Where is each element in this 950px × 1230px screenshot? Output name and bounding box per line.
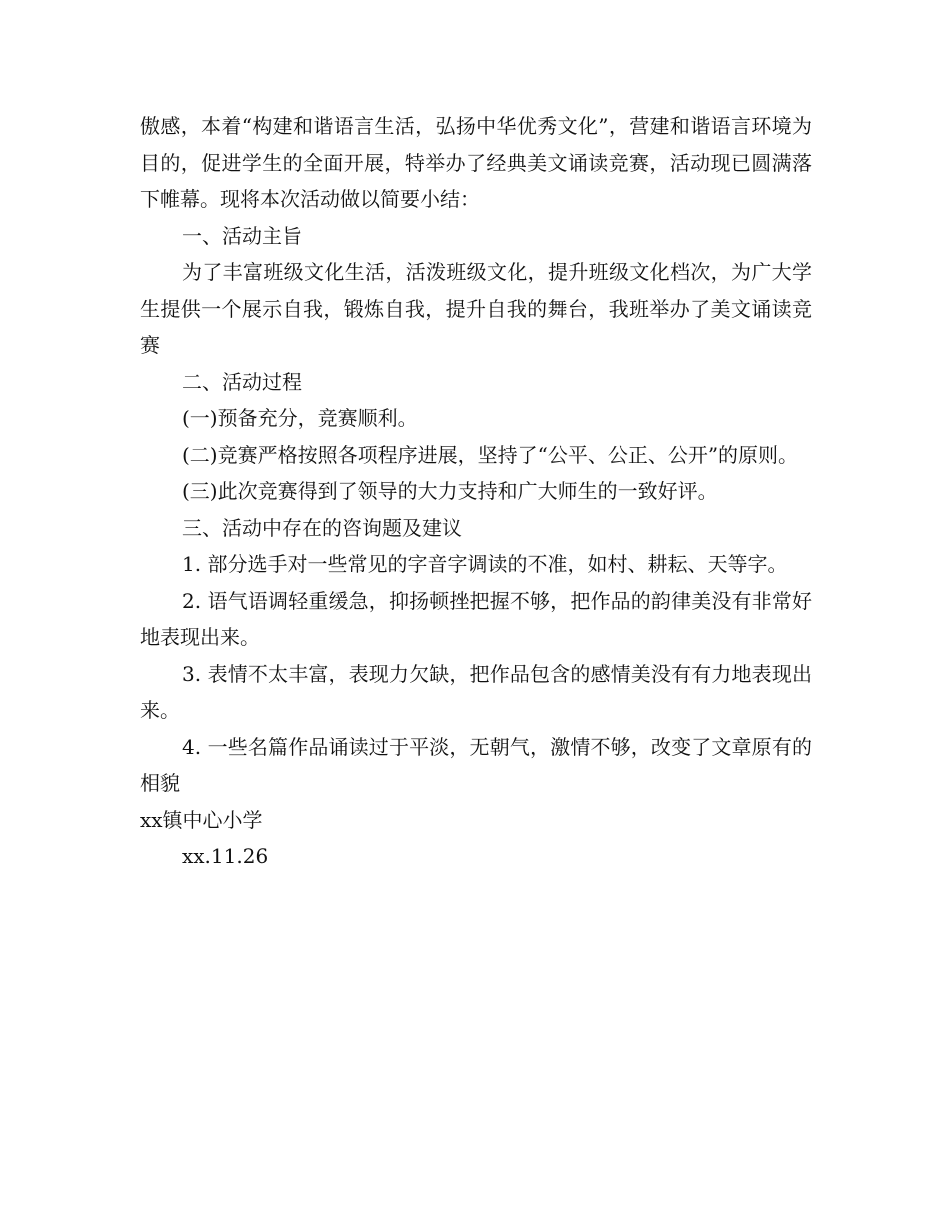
- paragraph-purpose: 为了丰富班级文化生活，活泼班级文化，提升班级文化档次，为广大学生提供一个展示自我，锻炼自我，提升自我的舞台，我班举办了美文诵读竞赛: [140, 260, 812, 357]
- section-heading-1: 一、活动主旨: [182, 223, 302, 248]
- document-body: [140, 108, 812, 875]
- issue-item-2: 2. 语气语调轻重缓急，抑扬顿挫把握不够，把作品的韵律美没有非常好地表现出来。: [140, 588, 812, 649]
- paragraph-intro: 傲感，本着“构建和谐语言生活，弘扬中华优秀文化”，营建和谐语言环境为目的，促进学生的全面开展，特举办了经典美文诵读竞赛，活动现已圆满落下帷幕。现将本次活动做以简要小结：: [140, 114, 812, 211]
- signature-date: xx.11.26: [182, 844, 269, 868]
- process-item-3: (三)此次竞赛得到了领导的大力支持和广大师生的一致好评。: [182, 479, 718, 503]
- process-item-2: (二)竞赛严格按照各项程序进展，坚持了“公平、公正、公开”的原则。: [182, 442, 799, 467]
- issue-item-3: 3. 表情不太丰富，表现力欠缺，把作品包含的感情美没有有力地表现出来。: [140, 661, 812, 722]
- section-heading-2: 二、活动过程: [182, 369, 302, 394]
- section-heading-3: 三、活动中存在的咨询题及建议: [182, 515, 462, 540]
- issue-item-1: 1. 部分选手对一些常见的字音字调读的不准，如村、耕耘、天等字。: [182, 552, 788, 576]
- process-item-1: (一)预备充分，竞赛顺利。: [182, 406, 418, 430]
- issue-item-4: 4. 一些名篇作品诵读过于平淡，无朝气，激情不够，改变了文章原有的相貌: [140, 734, 812, 795]
- signature-organization: xx镇中心小学: [140, 807, 263, 832]
